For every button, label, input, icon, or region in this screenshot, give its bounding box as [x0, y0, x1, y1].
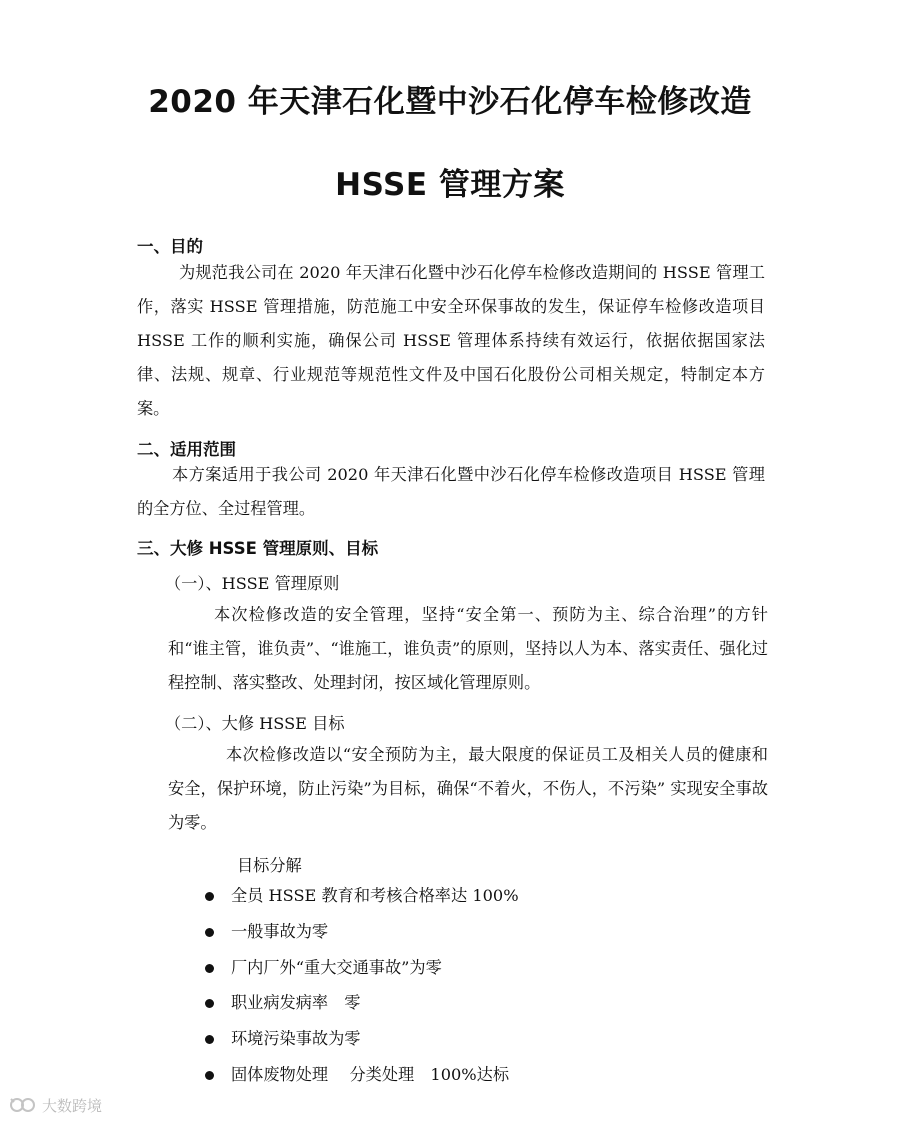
bullet-icon	[205, 892, 214, 901]
targets-list	[205, 878, 519, 1093]
list-item: 一般事故为零	[205, 914, 519, 950]
bullet-icon	[205, 928, 214, 937]
section-3-subheading-1: （一）、HSSE 管理原则	[165, 574, 340, 593]
bullet-icon	[205, 999, 214, 1008]
watermark	[8, 1094, 102, 1116]
list-item: 职业病发病率 零	[205, 985, 519, 1021]
list-item: 环境污染事故为零	[205, 1021, 519, 1057]
section-3-heading: 三、大修 HSSE 管理原则、目标	[137, 539, 379, 558]
section-3-subheading-2: （二）、大修 HSSE 目标	[165, 714, 345, 733]
document-title-line-1: 2020 年天津石化暨中沙石化停车检修改造	[148, 84, 752, 120]
section-1-body: 为规范我公司在 2020 年天津石化暨中沙石化停车检修改造期间的 HSSE 管理工作，落实 HSSE 管理措施，防范施工中安全环保事故的发生，保证停车检修改造项目 HSSE 工作的顺利实施，确保公司 HSSE 管理体系持续有效运行，依据依据国家法律、法规、规章、行业规范等规范性文件及中国石化股份公司相关规定，特制定本方案。	[137, 263, 765, 418]
bullet-icon	[205, 964, 214, 973]
section-2-body: 本方案适用于我公司 2020 年天津石化暨中沙石化停车检修改造项目 HSSE 管理的全方位、全过程管理。	[137, 465, 765, 518]
list-item: 全员 HSSE 教育和考核合格率达 100%	[205, 878, 519, 914]
section-2-heading: 二、适用范围	[137, 440, 236, 459]
section-3-body-2: 本次检修改造以“安全预防为主，最大限度的保证员工及相关人员的健康和安全，保护环境，防止污染”为目标，确保“不着火，不伤人，不污染” 实现安全事故为零。	[168, 745, 768, 832]
list-item: 厂内厂外“重大交通事故”为零	[205, 950, 519, 986]
targets-label: 目标分解	[237, 856, 302, 875]
section-1-heading: 一、目的	[137, 237, 203, 256]
bullet-icon	[205, 1071, 214, 1080]
list-item: 固体废物处理 分类处理 100%达标	[205, 1057, 519, 1093]
bullet-icon	[205, 1035, 214, 1044]
watermark-logo-icon	[8, 1094, 38, 1116]
watermark-text: 大数跨境	[42, 1096, 103, 1115]
section-3-body-1: 本次检修改造的安全管理，坚持“安全第一、预防为主、综合治理”的方针和“谁主管，谁负责”、“谁施工，谁负责”的原则，坚持以人为本、落实责任、强化过程控制、落实整改、处理封闭，按区域化管理原则。	[168, 605, 768, 692]
document-title-line-2: HSSE 管理方案	[335, 167, 565, 203]
